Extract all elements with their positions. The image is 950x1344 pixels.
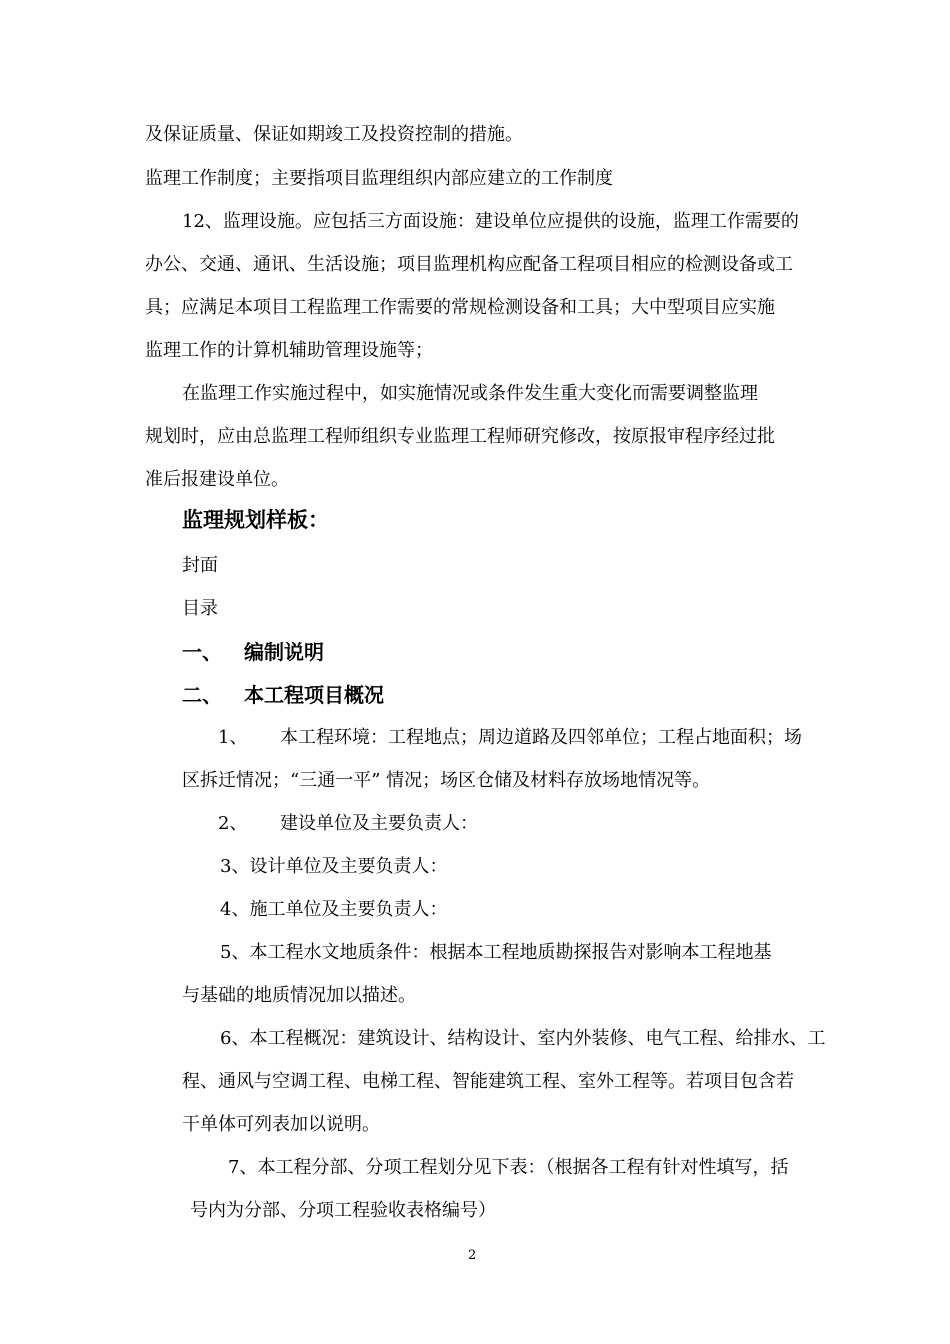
list-item-continuation: 与基础的地质情况加以描述。 (182, 985, 416, 1006)
list-text: 本工程环境：工程地点；周边道路及四邻单位；工程占地面积；场 (280, 727, 802, 748)
list-item-2 (218, 812, 478, 836)
paragraph-line: 具；应满足本项目工程监理工作需要的常规检测设备和工具；大中型项目应实施 (145, 297, 775, 318)
section-heading-2 (182, 683, 384, 707)
list-number: 2、 (218, 813, 248, 834)
list-item-continuation: 号内为分部、分项工程验收表格编号） (190, 1200, 496, 1221)
list-number: 1、 (218, 727, 248, 748)
list-item-continuation: 程、通风与空调工程、电梯工程、智能建筑工程、室外工程等。若项目包含若 (182, 1071, 794, 1092)
toc-label: 目录 (182, 598, 218, 619)
paragraph-line: 及保证质量、保证如期竣工及投资控制的措施。 (145, 124, 523, 145)
list-item-3: 3、设计单位及主要负责人： (220, 856, 448, 877)
cover-label: 封面 (182, 555, 218, 576)
list-text: 建设单位及主要负责人： (280, 813, 478, 834)
list-item-4: 4、施工单位及主要负责人： (220, 899, 448, 920)
paragraph-line: 规划时，应由总监理工程师组织专业监理工程师研究修改，按原报审程序经过批 (145, 426, 775, 447)
paragraph-line: 监理工作的计算机辅助管理设施等； (145, 340, 433, 361)
paragraph-line: 办公、交通、通讯、生活设施；项目监理机构应配备工程项目相应的检测设备或工 (145, 254, 793, 275)
list-item-1 (218, 726, 802, 750)
paragraph-line: 监理工作制度；主要指项目监理组织内部应建立的工作制度 (145, 168, 613, 189)
paragraph-line: 12、监理设施。应包括三方面设施：建设单位应提供的设施，监理工作需要的 (182, 211, 799, 232)
section-title: 本工程项目概况 (244, 683, 384, 707)
section-title: 编制说明 (244, 640, 324, 664)
list-item-5: 5、本工程水文地质条件：根据本工程地质勘探报告对影响本工程地基 (220, 942, 772, 963)
paragraph-line: 在监理工作实施过程中，如实施情况或条件发生重大变化而需要调整监理 (182, 383, 758, 404)
template-title: 监理规划样板： (182, 508, 329, 532)
list-item-6: 6、本工程概况：建筑设计、结构设计、室内外装修、电气工程、给排水、工 (220, 1028, 826, 1049)
page-number: 2 (468, 1248, 477, 1263)
section-number: 一、 (182, 640, 222, 664)
section-heading-1 (182, 640, 324, 664)
section-number: 二、 (182, 683, 222, 707)
list-item-7: 7、本工程分部、分项工程划分见下表：（根据各工程有针对性填写，括 (228, 1157, 789, 1178)
list-item-continuation: 干单体可列表加以说明。 (182, 1114, 380, 1135)
list-item-continuation: 区拆迁情况；“三通一平” 情况；场区仓储及材料存放场地情况等。 (182, 770, 711, 791)
paragraph-line: 准后报建设单位。 (145, 469, 289, 490)
